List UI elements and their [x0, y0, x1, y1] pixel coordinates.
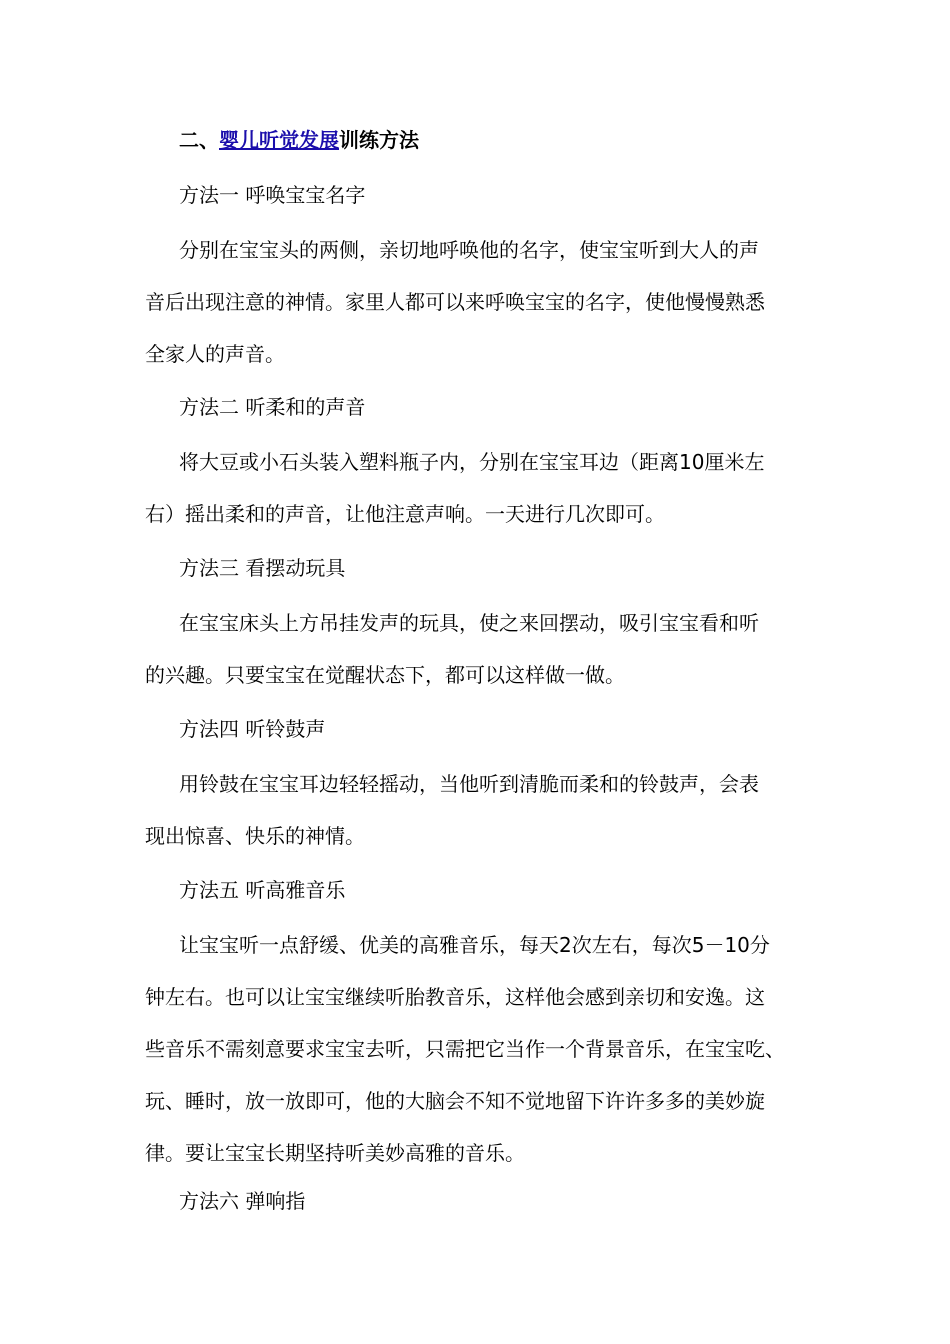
- paragraph-line: 将大豆或小石头装入塑料瓶子内，分别在宝宝耳边（距离10厘米左: [179, 450, 765, 474]
- method-2-paragraph: [145, 447, 815, 551]
- method-4-paragraph: [145, 769, 815, 873]
- paragraph-line: 些音乐不需刻意要求宝宝去听，只需把它当作一个背景音乐，在宝宝吃、: [145, 1037, 785, 1061]
- method-3-label: 方法三 看摆动玩具: [179, 556, 346, 580]
- paragraph-line: 律。要让宝宝长期坚持听美妙高雅的音乐。: [145, 1141, 525, 1165]
- method-4-label: 方法四 听铃鼓声: [179, 717, 326, 741]
- paragraph-line: 现出惊喜、快乐的神情。: [145, 824, 365, 848]
- paragraph-line: 音后出现注意的神情。家里人都可以来呼唤宝宝的名字，使他慢慢熟悉: [145, 290, 765, 314]
- section-heading: [179, 124, 419, 156]
- method-5-paragraph: [145, 930, 815, 1190]
- method-3-paragraph: [145, 608, 815, 712]
- method-5-label: 方法五 听高雅音乐: [179, 878, 346, 902]
- method-2-label: 方法二 听柔和的声音: [179, 395, 366, 419]
- heading-suffix: 训练方法: [339, 128, 419, 152]
- paragraph-line: 的兴趣。只要宝宝在觉醒状态下，都可以这样做一做。: [145, 663, 625, 687]
- paragraph-line: 分别在宝宝头的两侧，亲切地呼唤他的名字，使宝宝听到大人的声: [179, 238, 759, 262]
- heading-link[interactable]: 婴儿听觉发展: [219, 128, 339, 152]
- method-6-label: 方法六 弹响指: [179, 1189, 306, 1213]
- method-1-paragraph: [145, 235, 815, 391]
- paragraph-line: 右）摇出柔和的声音，让他注意声响。一天进行几次即可。: [145, 502, 665, 526]
- paragraph-line: 玩、睡时，放一放即可，他的大脑会不知不觉地留下许许多多的美妙旋: [145, 1089, 765, 1113]
- paragraph-line: 全家人的声音。: [145, 342, 285, 366]
- paragraph-line: 钟左右。也可以让宝宝继续听胎教音乐，这样他会感到亲切和安逸。这: [145, 985, 765, 1009]
- heading-prefix: 二、: [179, 128, 219, 152]
- paragraph-line: 让宝宝听一点舒缓、优美的高雅音乐，每天2次左右，每次5－10分: [179, 933, 770, 957]
- method-1-label: 方法一 呼唤宝宝名字: [179, 183, 366, 207]
- paragraph-line: 用铃鼓在宝宝耳边轻轻摇动，当他听到清脆而柔和的铃鼓声，会表: [179, 772, 759, 796]
- paragraph-line: 在宝宝床头上方吊挂发声的玩具，使之来回摆动，吸引宝宝看和听: [179, 611, 759, 635]
